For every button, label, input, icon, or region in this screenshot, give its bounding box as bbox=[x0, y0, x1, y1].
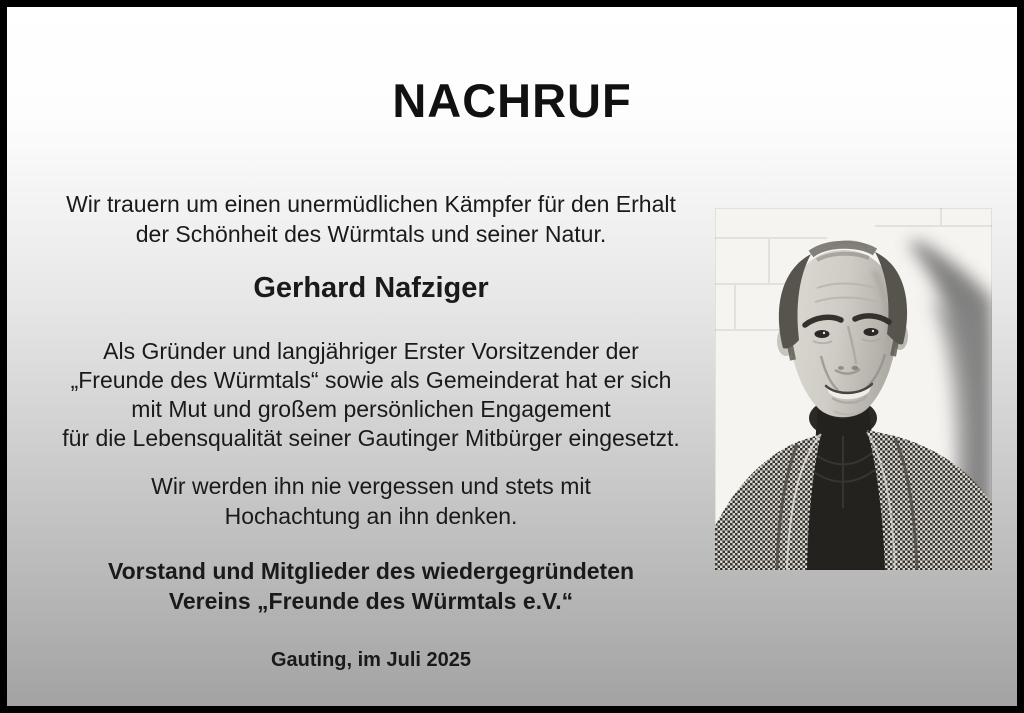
text-line: Wir trauern um einen unermüdlichen Kämpfer für den Erhalt bbox=[66, 191, 676, 217]
text-line: Vorstand und Mitglieder des wiedergegründeten bbox=[107, 558, 635, 584]
remembrance-text bbox=[21, 471, 721, 531]
dateline: Gauting, im Juli 2025 bbox=[270, 649, 472, 671]
text-line: für die Lebensqualität seiner Gautinger Mitbürger eingesetzt. bbox=[62, 425, 680, 451]
text-line: „Freunde des Würmtals“ sowie als Gemeinderat hat er sich bbox=[70, 367, 672, 393]
text-column bbox=[21, 7, 721, 706]
signature-text bbox=[21, 556, 721, 616]
portrait-photo bbox=[715, 208, 992, 570]
text-line: Vereins „Freunde des Würmtals e.V.“ bbox=[168, 588, 574, 614]
portrait-illustration bbox=[715, 208, 992, 570]
text-line: Wir werden ihn nie vergessen und stets mit bbox=[151, 473, 591, 499]
text-line: mit Mut und großem persönlichen Engagement bbox=[131, 396, 611, 422]
page-title: NACHRUF bbox=[392, 74, 632, 127]
deceased-name: Gerhard Nafziger bbox=[253, 272, 489, 304]
mourning-text bbox=[21, 189, 721, 249]
text-line: Als Gründer und langjähriger Erster Vorsitzender der bbox=[103, 338, 639, 364]
text-line: der Schönheit des Würmtals und seiner Natur. bbox=[135, 221, 607, 247]
tribute-text bbox=[21, 337, 721, 453]
text-line: Hochachtung an ihn denken. bbox=[224, 503, 518, 529]
